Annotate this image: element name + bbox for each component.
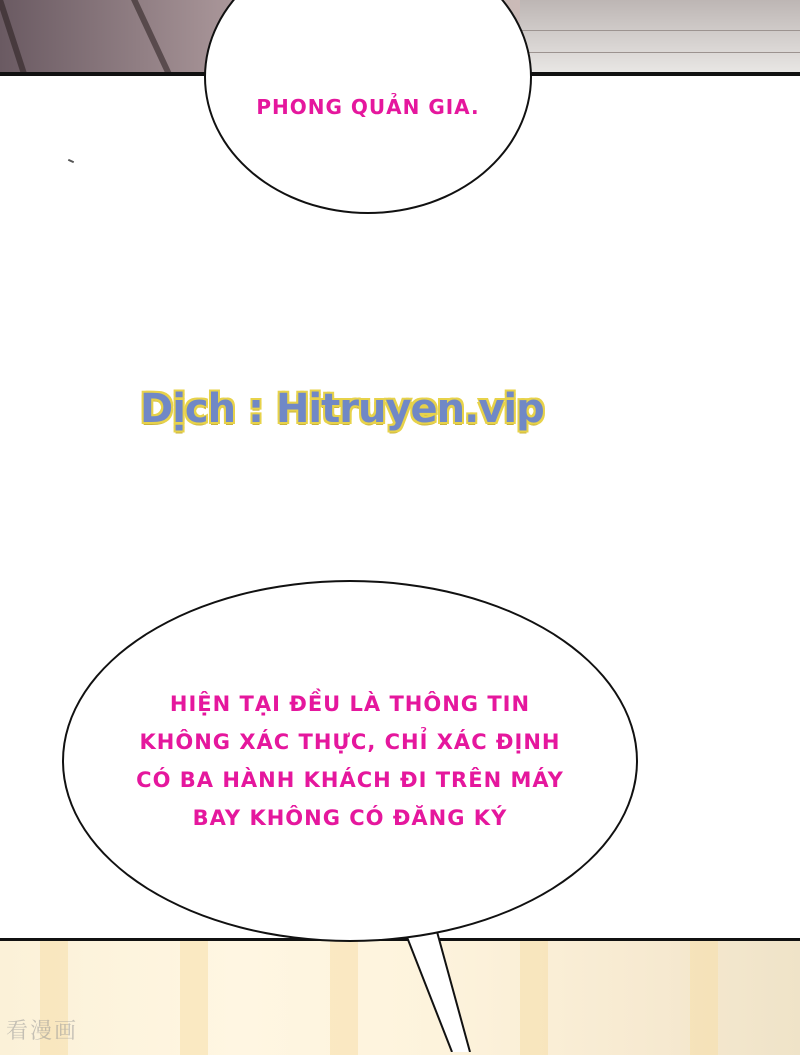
main-bubble-text (136, 685, 564, 837)
bubble-line: HIỆN TẠI ĐỀU LÀ THÔNG TIN (169, 692, 531, 716)
bubble-line: CÓ BA HÀNH KHÁCH ĐI TRÊN MÁY (136, 768, 564, 792)
bubble-line: BAY KHÔNG CÓ ĐĂNG KÝ (192, 806, 508, 830)
watermark: 看漫画 (6, 1019, 79, 1044)
top-bubble-text: PHONG QUẢN GIA. (256, 95, 480, 119)
main-speech-bubble (62, 580, 638, 942)
translator-credit: Dịch : Hitruyen.vip (140, 386, 544, 432)
bubble-line: KHÔNG XÁC THỰC, CHỈ XÁC ĐỊNH (139, 730, 561, 754)
